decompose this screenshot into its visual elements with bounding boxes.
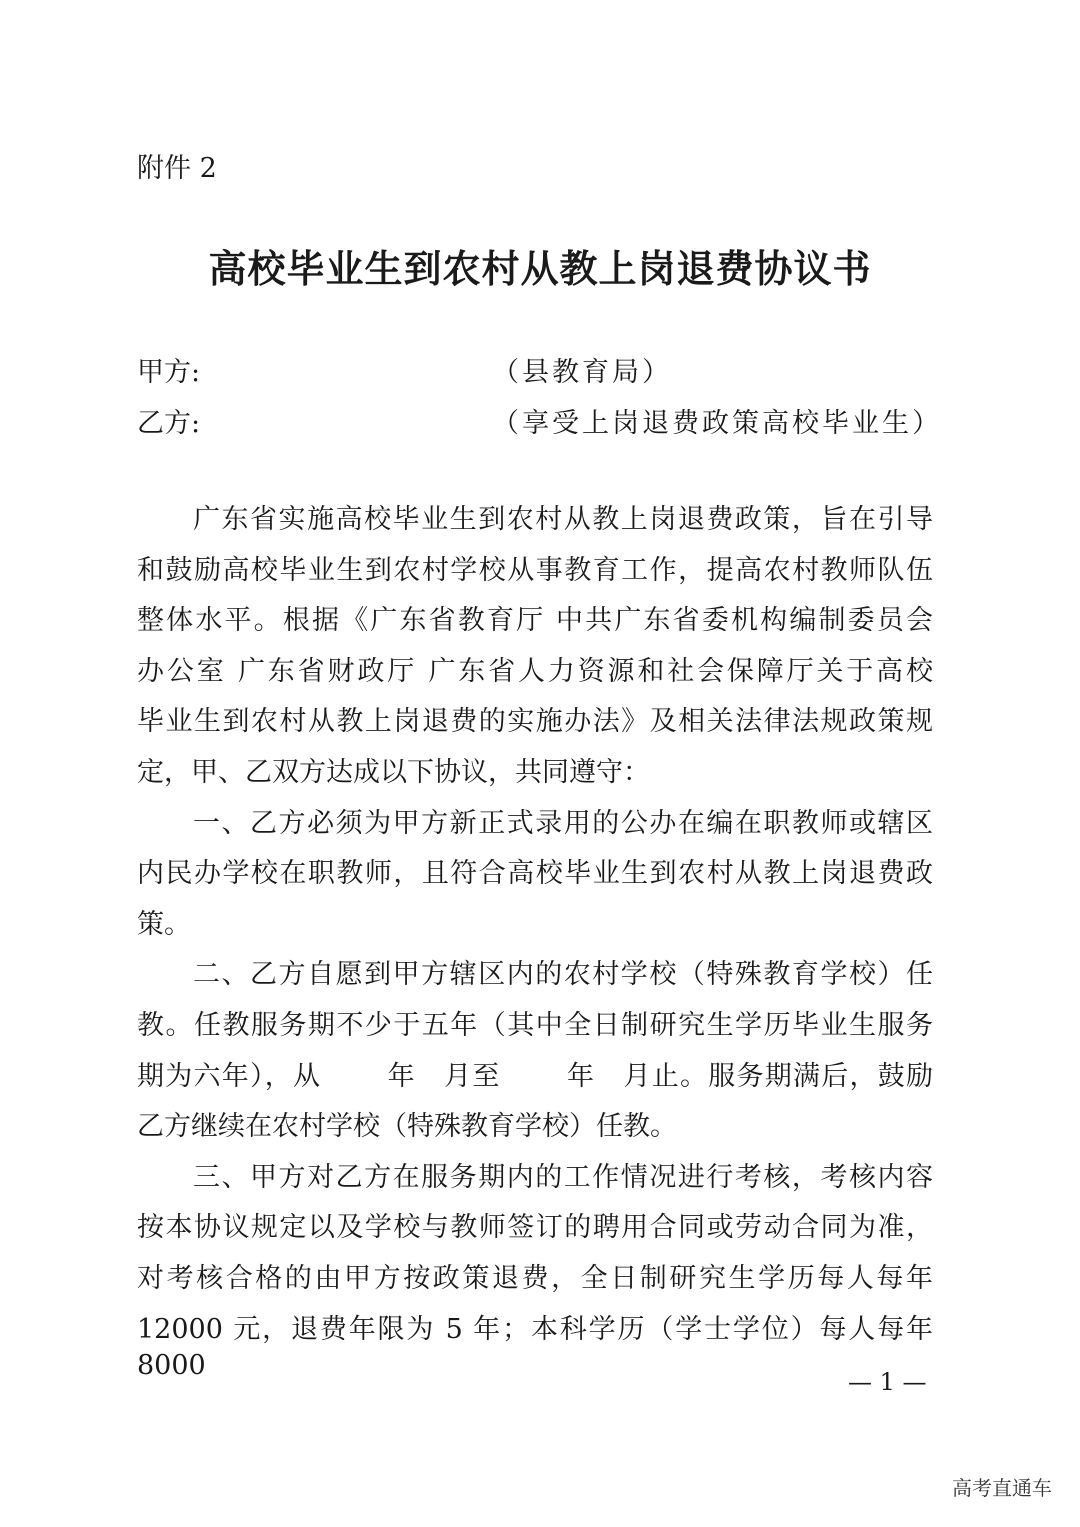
document-title: 高校毕业生到农村从教上岗退费协议书 — [208, 246, 872, 291]
body-line: 办公室 广东省财政厅 广东省人力资源和社会保障厅关于高校 — [137, 655, 933, 687]
party-a-label: 甲方: — [137, 357, 201, 388]
body-line: 内民办学校在职教师，且符合高校毕业生到农村从教上岗退费政 — [137, 858, 933, 890]
body-line: 三、甲方对乙方在服务期内的工作情况进行考核，考核内容 — [193, 1161, 933, 1193]
page-number: — 1 — — [848, 1368, 927, 1396]
watermark: 高考直通车 — [952, 1476, 1052, 1500]
party-a-note: （县教育局） — [492, 357, 672, 388]
body-line: 按本协议规定以及学校与教师签订的聘用合同或劳动合同为准， — [137, 1212, 933, 1244]
party-b-note: （享受上岗退费政策高校毕业生） — [492, 408, 942, 439]
body-line: 策。 — [137, 908, 191, 940]
body-line: 广东省实施高校毕业生到农村从教上岗退费政策，旨在引导 — [193, 504, 933, 535]
body-line: 二、乙方自愿到甲方辖区内的农村学校（特殊教育学校）任 — [193, 959, 933, 991]
body-line: 一、乙方必须为甲方新正式录用的公办在编在职教师或辖区 — [193, 807, 933, 839]
body-line: 毕业生到农村从教上岗退费的实施办法》及相关法律法规政策规 — [137, 706, 933, 738]
body-line: 对考核合格的由甲方按政策退费，全日制研究生学历每人每年 — [137, 1263, 933, 1294]
body-line: 定，甲、乙双方达成以下协议，共同遵守： — [137, 757, 650, 788]
body-line: 和鼓励高校毕业生到农村学校从事教育工作，提高农村教师队伍 — [137, 554, 933, 586]
body-line: 期为六年），从 年 月至 年 月止。服务期满后，鼓励 — [137, 1060, 933, 1092]
party-b-label: 乙方: — [137, 408, 201, 439]
body-line: 12000 元，退费年限为 5 年；本科学历（学士学位）每人每年 8000 — [137, 1313, 933, 1381]
body-line: 乙方继续在农村学校（特殊教育学校）任教。 — [137, 1111, 677, 1143]
attachment-label: 附件 2 — [137, 153, 217, 184]
body-line: 教。任教服务期不少于五年（其中全日制研究生学历毕业生服务 — [137, 1010, 933, 1041]
body-line: 整体水平。根据《广东省教育厅 中共广东省委机构编制委员会 — [137, 605, 933, 637]
